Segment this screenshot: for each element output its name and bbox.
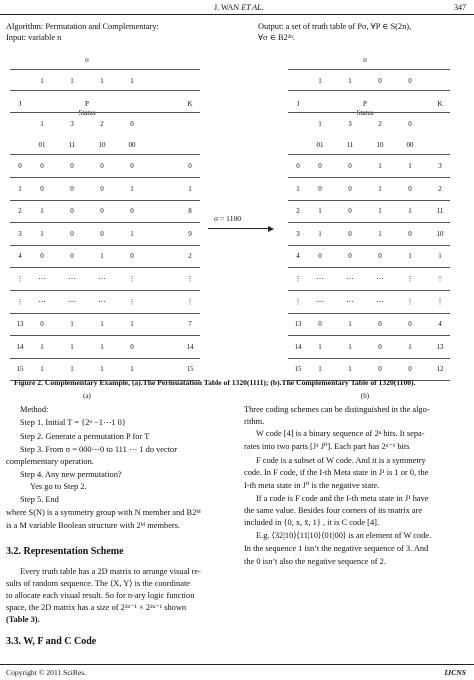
table-cell: 1 (100, 365, 104, 374)
table-cell: ⋯ (98, 297, 106, 306)
algo-title: Algorithm: Permutation and Complementary: (6, 22, 159, 31)
table-cell: ⋯ (98, 275, 106, 283)
header-etal: ET AL. (241, 3, 264, 12)
table-cell: 0 (40, 162, 44, 170)
table-cell: 0 (100, 229, 104, 238)
table-cell: 3 (18, 229, 22, 238)
table-cell: 0 (348, 207, 352, 216)
table-cell: 1 (318, 365, 322, 374)
p32-line-4: space, the 2D matrix has a size of 2²ⁿ⁻¹ × 2²ⁿ⁻¹ shown (6, 603, 187, 612)
table-rule (288, 222, 450, 223)
running-header (214, 3, 264, 13)
table-cell: 2 (18, 207, 22, 216)
table-cell: 0 (130, 342, 134, 351)
table-cell: 0 (130, 252, 134, 261)
table-cell: 1 (130, 229, 134, 238)
arrow-shaft (208, 228, 270, 229)
sigma-bit: 0 (408, 77, 412, 85)
table-cell: 0 (318, 252, 322, 261)
table-label: (a) (83, 392, 91, 400)
table-cell: 14 (294, 342, 302, 351)
sigma-bit: 1 (40, 77, 44, 85)
sigma-bit: 1 (130, 77, 134, 85)
sigma-bit: 1 (318, 77, 322, 85)
table-cell: ⋯ (38, 275, 46, 283)
right-line-11: E.g. ⟨32|10⟩⟨11|10⟩⟨01|00⟩ is an element of W code. (256, 531, 432, 540)
table-cell: 1 (408, 207, 412, 216)
table-rule (288, 177, 450, 178)
table-cell: 0 (318, 184, 322, 193)
table-cell: 1 (318, 229, 322, 238)
table-cell: 0 (40, 320, 44, 329)
table-cell: ⋮ (406, 275, 414, 283)
p-code: 11 (346, 141, 354, 149)
table-cell: 0 (40, 184, 44, 193)
right-line-7: I-th meta state in J⁰ is the negative state. (244, 481, 380, 490)
table-cell: ⋮ (436, 297, 444, 306)
arrow-label: σ = 1100 (214, 214, 242, 223)
table-cell: 1 (40, 229, 44, 238)
table-cell: 0 (348, 162, 352, 170)
method-heading: Method: (20, 405, 49, 414)
table-cell: 14 (16, 342, 24, 351)
step-1: Step 1. Initial T = {2ⁿ −1⋯1 0} (20, 418, 126, 427)
table-cell: 1 (100, 342, 104, 351)
p-index: 2 (100, 120, 104, 128)
table-rule (288, 335, 450, 336)
table-cell: 3 (296, 229, 300, 238)
table-cell: 1 (378, 229, 382, 238)
table-cell: 0 (188, 162, 192, 170)
table-cell: 1 (100, 320, 104, 329)
table-cell: ⋯ (316, 297, 324, 306)
table-cell: 0 (100, 207, 104, 216)
p-status-header: P Status (78, 100, 96, 117)
step-4-yes: Yes go to Step 2. (30, 482, 87, 491)
table-cell: 0 (100, 184, 104, 193)
table-cell: 1 (408, 342, 412, 351)
table-cell: 0 (408, 184, 412, 193)
sigma-bit: 0 (378, 77, 382, 85)
p-index: 1 (40, 120, 44, 128)
table-cell: ⋮ (436, 275, 444, 283)
p-index: 3 (70, 120, 74, 128)
table-cell: ⋯ (68, 275, 76, 283)
p-code: 11 (68, 141, 76, 149)
table-cell: 1 (348, 365, 352, 374)
table-rule (10, 358, 200, 359)
table-cell: 0 (318, 320, 322, 329)
table-cell: 9 (188, 229, 192, 238)
table-rule (10, 245, 200, 246)
right-line-1: Three coding schemes can be distinguished in the algo- (244, 405, 430, 414)
table-cell: ⋯ (376, 297, 384, 306)
table-cell: 15 (294, 365, 302, 374)
table-cell: 1 (70, 342, 74, 351)
table-cell: 2 (188, 252, 192, 261)
table-cell: 0 (378, 252, 382, 261)
table-cell: 4 (438, 320, 442, 329)
table-cell: 15 (16, 365, 24, 374)
table-cell: 4 (296, 252, 300, 261)
table-cell: ⋮ (128, 297, 136, 306)
step-2: Step 2. Generate a permutation P for T (20, 432, 150, 441)
table-cell: 13 (436, 342, 444, 351)
table-cell: 1 (408, 162, 412, 170)
p-code: 01 (38, 141, 46, 149)
table-rule (10, 335, 200, 336)
table-cell: 0 (70, 207, 74, 216)
sigma-label: σ (363, 56, 367, 64)
footer-copyright: Copyright © 2011 SciRes. (6, 668, 87, 677)
table-cell: 1 (378, 207, 382, 216)
table-rule (288, 200, 450, 201)
sigma-bit: 1 (348, 77, 352, 85)
table-cell: 8 (188, 207, 192, 216)
table-rule (10, 90, 200, 91)
table-cell: 0 (296, 162, 300, 170)
table-rule (288, 267, 450, 268)
table-rule (10, 69, 200, 70)
section-3-2-heading: 3.2. Representation Scheme (6, 546, 124, 557)
table-rule (288, 358, 450, 359)
p-index: 0 (408, 120, 412, 128)
table-rule (10, 290, 200, 291)
table-cell: 1 (40, 342, 44, 351)
table-cell: 1 (188, 184, 192, 193)
table-cell: 0 (348, 252, 352, 261)
table-cell: ⋮ (186, 275, 194, 283)
table-cell: ⋯ (316, 275, 324, 283)
p-index: 1 (318, 120, 322, 128)
p-code: 00 (406, 141, 414, 149)
table-cell: 3 (438, 162, 442, 170)
sigma-bit: 1 (100, 77, 104, 85)
table-cell: ⋮ (406, 297, 414, 306)
table-cell: ⋯ (346, 297, 354, 306)
p-code: 01 (316, 141, 324, 149)
table-cell: 1 (348, 320, 352, 329)
table-cell: 1 (70, 320, 74, 329)
table-rule (10, 313, 200, 314)
arrow-right-icon (268, 226, 274, 232)
table-cell: 0 (348, 184, 352, 193)
table-cell: 0 (348, 229, 352, 238)
right-line-4: rates into two parts [J¹ J⁰]. Each part has 2ⁿ⁻¹ bits (244, 442, 410, 451)
p32-line-3: to allocate each visual result. So for n-ary logic function (6, 591, 195, 600)
k-header: K (187, 100, 193, 108)
table-cell: 0 (70, 229, 74, 238)
table-rule (288, 313, 450, 314)
table-rule (10, 200, 200, 201)
p32-table-ref: (Table 3). (6, 615, 40, 624)
table-cell: 1 (378, 184, 382, 193)
table-cell: 1 (408, 252, 412, 261)
header-author: J. WAN (214, 3, 240, 12)
table-cell: 13 (16, 320, 24, 329)
table-cell: ⋮ (128, 275, 136, 283)
table-cell: ⋮ (16, 297, 24, 306)
table-cell: ⋯ (346, 275, 354, 283)
j-header: J (18, 100, 22, 108)
table-cell: 1 (378, 162, 382, 170)
where-line-1: where S(N) is a symmetry group with N member and B2ᴹ (6, 508, 201, 517)
table-cell: 1 (40, 365, 44, 374)
table-cell: 1 (438, 252, 442, 261)
table-cell: 0 (70, 252, 74, 261)
step-3-cont: complementary operation. (6, 457, 94, 466)
footer-rule (0, 664, 474, 665)
table-cell: 12 (436, 365, 444, 374)
step-4: Step 4. Any new permutation? (20, 470, 122, 479)
table-cell: 1 (296, 184, 300, 193)
p32-line-2: sults of random sequence. The ⟨X, Y⟩ is the coordinate (6, 579, 190, 588)
j-header: J (296, 100, 300, 108)
table-cell: 0 (130, 207, 134, 216)
table-cell: 0 (378, 365, 382, 374)
table-cell: 15 (186, 365, 194, 374)
table-cell: 0 (18, 162, 22, 170)
sigma-bit: 1 (70, 77, 74, 85)
p-index: 0 (130, 120, 134, 128)
table-cell: 1 (100, 252, 104, 261)
table-cell: 0 (70, 184, 74, 193)
table-cell: 1 (318, 207, 322, 216)
table-cell: ⋯ (376, 275, 384, 283)
table-cell: 1 (70, 365, 74, 374)
table-cell: 0 (408, 229, 412, 238)
table-cell: 1 (348, 342, 352, 351)
algo-output: Output: a set of truth table of Pσ, ∀P ∈ S(2n), (258, 22, 412, 31)
table-rule (288, 245, 450, 246)
table-rule (288, 69, 450, 70)
right-line-9: the same value. Besides four corners of its matrix are (244, 506, 423, 515)
header-rule (0, 14, 474, 15)
table-cell: 1 (130, 365, 134, 374)
figure-caption: Figure 2. Complementary Example, (a).The Permuatation Table of 1320(1111); (b).The Complementary Table of 1320(1100). (14, 378, 416, 387)
table-cell: ⋯ (68, 297, 76, 306)
table-cell: 0 (378, 342, 382, 351)
p-code: 10 (376, 141, 384, 149)
table-rule (10, 177, 200, 178)
table-cell: 1 (40, 207, 44, 216)
table-rule (10, 112, 200, 113)
table-cell: 4 (18, 252, 22, 261)
p-index: 3 (348, 120, 352, 128)
table-label: (b) (360, 392, 370, 400)
table-rule (10, 267, 200, 268)
footer-journal: IJCNS (444, 668, 466, 677)
table-cell: 0 (318, 162, 322, 170)
table-rule (10, 222, 200, 223)
table-cell: 10 (436, 229, 444, 238)
table-rule (10, 154, 200, 155)
table-rule (288, 90, 450, 91)
k-header: K (437, 100, 443, 108)
right-line-2: rithm. (244, 417, 265, 426)
table-rule (288, 154, 450, 155)
right-line-8: If a code is F code and the I-th meta state in J¹ have (256, 494, 429, 503)
where-line-2: is a M variable Boolean structure with 2ᴹ members. (6, 521, 181, 530)
table-cell: ⋮ (16, 275, 24, 283)
p-index: 2 (378, 120, 382, 128)
p32-line-1: Every truth table has a 2D matrix to arrange visual re- (20, 567, 201, 576)
right-line-6: code. In F code, if the I-th Meta state in J¹ is 1 or 0, the (244, 468, 429, 477)
table-cell: 0 (70, 162, 74, 170)
table-rule (288, 290, 450, 291)
step-5: Step 5. End (20, 495, 59, 504)
table-cell: 14 (186, 342, 194, 351)
table-cell: 0 (378, 320, 382, 329)
table-cell: 1 (130, 320, 134, 329)
p-status-header: P Status (356, 100, 374, 117)
right-line-13: the 0 isn’t also the negative sequence of 2. (244, 557, 386, 566)
right-line-12: In the sequence 1 isn’t the negative sequence of 3. And (244, 544, 429, 553)
table-cell: 0 (130, 162, 134, 170)
page-number: 347 (454, 3, 466, 12)
table-cell: 0 (100, 162, 104, 170)
table-cell: 7 (188, 320, 192, 329)
sigma-label: σ (85, 56, 89, 64)
table-cell: 2 (296, 207, 300, 216)
table-cell: 1 (318, 342, 322, 351)
p-code: 10 (98, 141, 106, 149)
table-cell: 1 (130, 184, 134, 193)
algo-input: Input: variable n (6, 33, 62, 42)
table-rule (288, 112, 450, 113)
p-code: 00 (128, 141, 136, 149)
table-cell: ⋯ (38, 297, 46, 306)
right-line-5: F code is a subset of W code. And it is a symmetry (256, 456, 426, 465)
section-3-3-heading: 3.3. W, F and C Code (6, 636, 97, 647)
table-cell: ⋮ (294, 297, 302, 306)
table-cell: 11 (436, 207, 444, 216)
table-cell: 1 (18, 184, 22, 193)
table-cell: 0 (408, 320, 412, 329)
table-cell: 0 (40, 252, 44, 261)
right-line-10: included in {0, x, x̄, 1} , it is C code [4]. (244, 518, 380, 527)
step-3: Step 3. From σ = 000⋯0 to 111 ⋯ 1 do vector (20, 445, 178, 454)
right-line-3: W code [4] is a binary sequence of 2ⁿ bits. It sepa- (256, 429, 425, 438)
algo-output-sigma: ∀σ ∈ B2²ⁿ. (258, 33, 295, 42)
table-cell: 0 (408, 365, 412, 374)
table-cell: ⋮ (294, 275, 302, 283)
table-cell: ⋮ (186, 297, 194, 306)
table-cell: 13 (294, 320, 302, 329)
table-cell: 2 (438, 184, 442, 193)
